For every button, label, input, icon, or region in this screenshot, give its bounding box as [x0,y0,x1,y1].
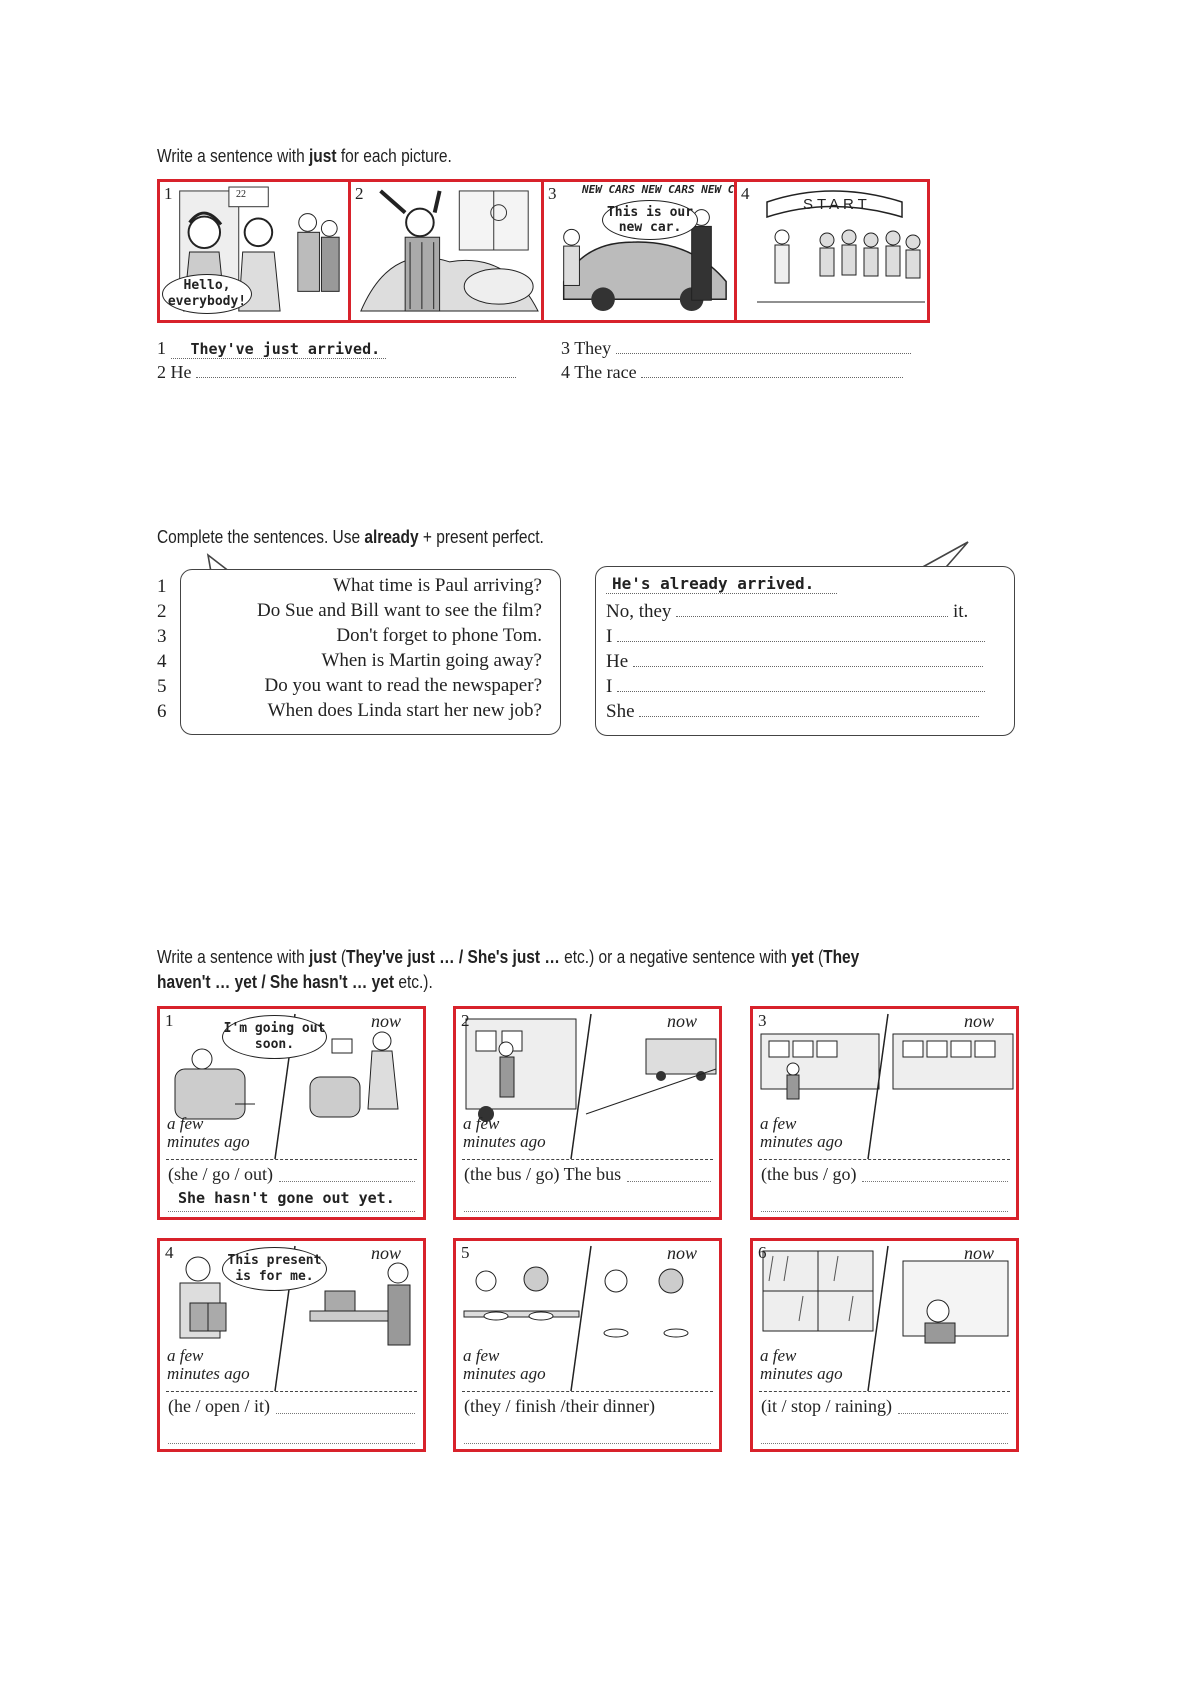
answer-field[interactable] [616,339,911,354]
answer-prefix: I [606,676,613,697]
panel-prompt [168,1396,270,1417]
door-number: 22 [236,189,246,200]
ex1-answer-4 [561,362,903,383]
answer-bubble [595,566,1015,736]
now-label: now [963,1243,994,1263]
instruction-keyword: haven't … yet / She hasn't … yet [157,972,395,992]
panel-number: 3 [758,1011,767,1030]
answer-prefix: The race [574,362,637,382]
prompt-text: (he / open / it) [168,1396,270,1416]
picture-3 [544,182,737,320]
prompt-continuation-line [276,1413,415,1414]
time-label [463,1347,546,1383]
question-text: Don't forget to phone Tom. [336,625,542,646]
now-label: now [370,1243,401,1263]
time-label [760,1347,843,1383]
speech-text: Hello, everybody! [167,278,247,309]
answer-prefix: He [170,362,192,382]
ex2-answer-5 [606,676,985,698]
answer-field[interactable] [641,363,903,378]
panel-prompt [761,1396,892,1417]
time-label-line1: a few [167,1114,204,1133]
time-label [167,1347,250,1383]
picture-2 [351,182,544,320]
answer-suffix: it. [952,601,969,622]
instruction-text: Complete the sentences. Use [157,527,365,547]
instruction-text: Write a sentence with [157,146,310,166]
answer-field[interactable] [196,363,516,378]
picture-4 [737,182,927,320]
panel-number: 4 [165,1243,174,1262]
panel-number: 2 [461,1011,470,1030]
time-label-line1: a few [167,1346,204,1365]
waking-up-illustration [351,182,541,320]
prompt-continuation-line [862,1181,1008,1182]
panel-number: 1 [165,1011,174,1030]
answer-field[interactable] [464,1421,711,1444]
answer-prefix: I [606,626,613,647]
question-text: Do you want to read the newspaper? [264,675,542,696]
now-label: now [666,1011,697,1031]
answer-field[interactable] [639,702,979,717]
prompt-text: (they / finish /their dinner) [464,1396,655,1416]
time-label-line2: minutes ago [760,1364,843,1383]
ex2-answer-1 [606,573,837,595]
answer-prefix: She [606,701,635,722]
ex2-answer-2 [606,601,968,623]
answer-field[interactable] [761,1189,1008,1212]
prompt-text: (the bus / go) The bus [464,1164,622,1184]
prompt-text: (she / go / out) [168,1164,273,1184]
panel-number: 6 [758,1243,767,1262]
prompt-continuation-line [627,1181,711,1182]
exercise3-panel-2 [453,1006,722,1220]
panel-prompt [761,1164,856,1185]
exercise3-panel-5 [453,1238,722,1452]
separator [759,1391,1010,1392]
speech-text: This present is for me. [227,1253,322,1284]
question-text: Do Sue and Bill want to see the film? [257,600,542,621]
panel-prompt [168,1164,273,1185]
time-label [760,1115,843,1151]
exercise3-panel-6 [750,1238,1019,1452]
speech-bubble [162,274,252,314]
shop-sign: NEW CARS NEW CARS NEW C [582,183,735,196]
ex2-answer-6 [606,701,979,723]
answer-field[interactable] [676,602,948,617]
instruction-text: etc.). [394,972,433,992]
panel-number: 5 [461,1243,470,1262]
question-number: 1 [157,576,167,597]
answer-field[interactable]: They've just arrived. [171,340,386,359]
instruction-keyword: just [309,146,337,166]
question-number: 4 [157,651,167,672]
answer-prefix: No, they [606,601,672,622]
instruction-keyword: just [309,947,337,967]
answer-number: 1 [157,338,166,358]
time-label-line2: minutes ago [463,1364,546,1383]
answer-field[interactable] [168,1421,415,1444]
time-label [167,1115,250,1151]
time-label-line1: a few [463,1114,500,1133]
exercise3-instruction-line2 [157,972,433,993]
time-label-line1: a few [760,1346,797,1365]
question-number: 2 [157,601,167,622]
prompt-text: (the bus / go) [761,1164,857,1184]
now-label: now [666,1243,697,1263]
prompt-continuation-line [898,1413,1008,1414]
answer-field[interactable] [633,652,983,667]
picture-1 [160,182,351,320]
instruction-text: for each picture. [336,146,452,166]
separator [462,1391,713,1392]
question-number: 5 [157,676,167,697]
answer-number: 3 [561,338,570,358]
exercise3-panel-1 [157,1006,426,1220]
instruction-text: + present perfect. [418,527,544,547]
ex1-answer-1 [157,338,386,359]
instruction-keyword: already [364,527,419,547]
speech-text: This is our new car. [606,205,694,235]
time-label-line2: minutes ago [167,1132,250,1151]
speech-bubble [222,1247,327,1291]
question-number: 6 [157,701,167,722]
speech-text: I'm going out soon. [223,1021,326,1052]
answer-prefix: They [574,338,612,358]
answer-number: 2 [157,362,166,382]
exercise3-instruction-line1 [157,947,859,968]
picture-number: 2 [355,184,364,203]
answer-field[interactable] [617,677,985,692]
exercise1-picture-strip [157,179,930,323]
time-label-line1: a few [463,1346,500,1365]
picture-number: 4 [741,184,750,203]
prompt-continuation-line [279,1181,415,1182]
speech-bubble [602,200,698,240]
time-divider [571,1246,591,1391]
exercise1-instruction [157,146,452,167]
panel-prompt [464,1164,621,1185]
start-banner: START [803,196,871,213]
instruction-text: Write a sentence with [157,947,310,967]
time-label-line2: minutes ago [760,1132,843,1151]
answer-prefix: He [606,651,629,672]
answer-number: 4 [561,362,570,382]
answer-field[interactable] [464,1189,711,1212]
question-number: 3 [157,626,167,647]
time-label-line1: a few [760,1114,797,1133]
ex2-answer-3 [606,626,985,648]
instruction-text: etc.) or a negative sentence with [559,947,792,967]
separator [166,1391,417,1392]
panel-prompt [464,1396,655,1417]
exercise3-panel-4 [157,1238,426,1452]
question-text: When does Linda start her new job? [267,700,542,721]
exercise3-panel-3 [750,1006,1019,1220]
picture-number: 3 [548,184,557,203]
answer-field[interactable]: She hasn't gone out yet. [168,1189,415,1212]
time-label-line2: minutes ago [463,1132,546,1151]
question-bubble [180,569,561,735]
answer-field[interactable]: He's already arrived. [606,574,837,594]
ex2-answer-4 [606,651,983,673]
instruction-text: ( [813,947,824,967]
picture-number: 1 [164,184,173,203]
speech-bubble [222,1015,327,1059]
ex1-answer-3 [561,338,911,359]
instruction-keyword: They [823,947,860,967]
now-label: now [963,1011,994,1031]
separator [166,1159,417,1160]
prompt-text: (it / stop / raining) [761,1396,892,1416]
ex1-answer-2 [157,362,516,383]
now-label: now [370,1011,401,1031]
question-text: When is Martin going away? [321,650,542,671]
instruction-keyword: They've just … / She's just … [345,947,560,967]
answer-field[interactable] [761,1421,1008,1444]
separator [759,1159,1010,1160]
time-label [463,1115,546,1151]
question-text: What time is Paul arriving? [333,575,542,596]
separator [462,1159,713,1160]
time-label-line2: minutes ago [167,1364,250,1383]
instruction-keyword: yet [791,947,814,967]
answer-field[interactable] [617,627,985,642]
instruction-text: ( [336,947,346,967]
